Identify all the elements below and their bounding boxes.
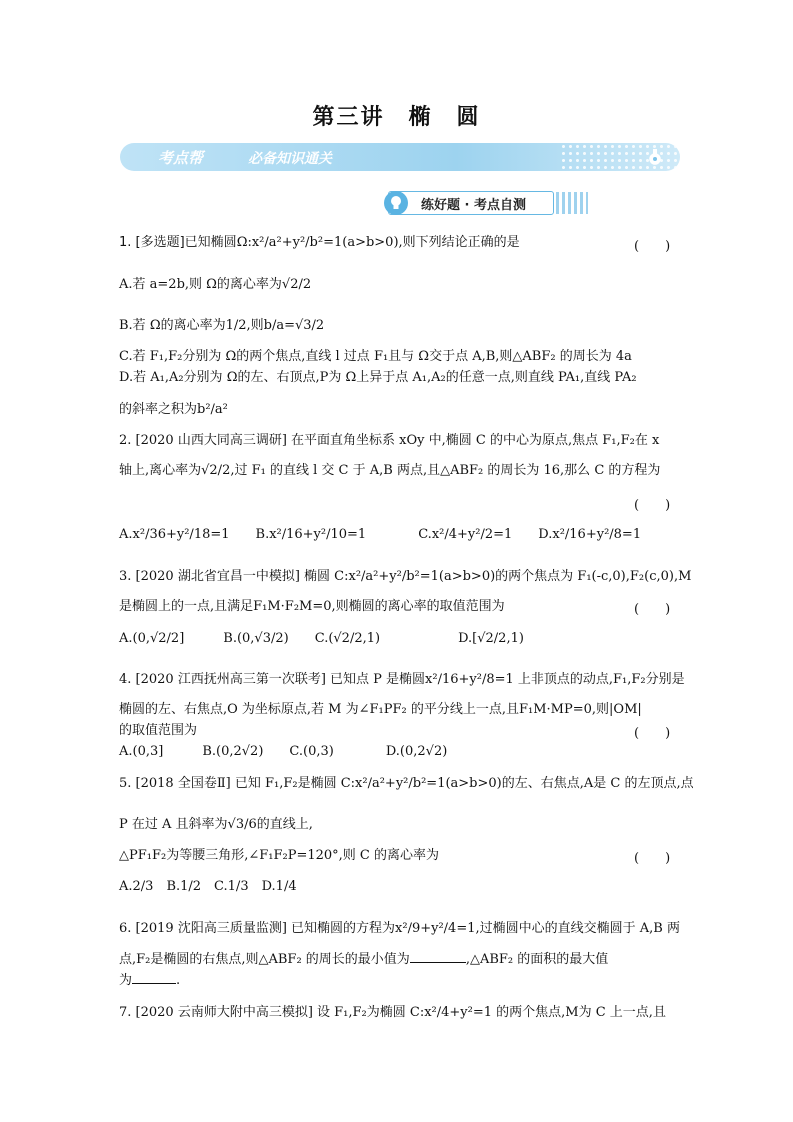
question-3-line2: 是椭圆上的一点,且满足F₁M·F₂M=0,则椭圆的离心率的取值范围为 [119, 599, 505, 614]
answer-paren: ( ) [634, 239, 671, 254]
answer-blank[interactable] [410, 962, 466, 963]
q6-line3-part1: 为 [119, 973, 133, 988]
banner-subtitle: 必备知识通关 [248, 151, 332, 167]
answer-paren: ( ) [634, 602, 671, 617]
tag-stripes [556, 192, 588, 214]
question-2-options: A.x²/36+y²/18=1 B.x²/16+y²/10=1 C.x²/4+y²/2=1 D.x²/16+y²/8=1 [119, 527, 642, 542]
section-tag [388, 191, 554, 215]
question-5-options: A.2/3 B.1/2 C.1/3 D.1/4 [119, 879, 297, 894]
q6-line3-part2: . [176, 973, 181, 988]
q6-line2-part1: 点,F₂是椭圆的右焦点,则△ABF₂ 的周长的最小值为 [119, 952, 410, 967]
banner-label: 考点帮 [158, 149, 204, 167]
question-7-line1: 7. [2020 云南师大附中高三模拟] 设 F₁,F₂为椭圆 C:x²/4+y²=1 的两个焦点,M为 C 上一点,且 [119, 1005, 666, 1020]
section-banner [120, 143, 680, 171]
question-5-line3: △PF₁F₂为等腰三角形,∠F₁F₂P=120°,则 C 的离心率为 [119, 848, 439, 863]
question-6-line3 [119, 971, 679, 991]
q6-line2-part2: ,△ABF₂ 的面积的最大值 [465, 952, 609, 967]
question-2-line2: 轴上,离心率为√2/2,过 F₁ 的直线 l 交 C 于 A,B 两点,且△ABF₂ 的周长为 16,那么 C 的方程为 [119, 463, 661, 478]
question-4-options: A.(0,3] B.(0,2√2) C.(0,3) D.(0,2√2) [119, 744, 448, 759]
q1-stem-text: Ω:x²/a²+y²/b²=1(a>b>0),则下列结论正确的是 [236, 235, 520, 250]
lightbulb-icon [383, 190, 409, 216]
lightbulb-icon [646, 147, 664, 169]
answer-paren: ( ) [634, 498, 671, 513]
q1-option-d-line1: D.若 A₁,A₂分别为 Ω的左、右顶点,P为 Ω上异于点 A₁,A₂的任意一点,则直线 PA₁,直线 PA₂ [119, 370, 637, 385]
question-4-line3: 的取值范围为 [119, 723, 198, 738]
question-3-line1: 3. [2020 湖北省宜昌一中模拟] 椭圆 C:x²/a²+y²/b²=1(a>b>0)的两个焦点为 F₁(-c,0),F₂(c,0),M [119, 569, 692, 584]
page-title: 第三讲 椭 圆 [312, 105, 481, 130]
answer-paren: ( ) [634, 726, 671, 741]
q1-option-b: B.若 Ω的离心率为1/2,则b/a=√3/2 [119, 318, 325, 333]
answer-blank[interactable] [132, 983, 176, 984]
q1-option-d-line2: 的斜率之积为b²/a² [119, 402, 228, 417]
question-5-line2: P 在过 A 且斜率为√3/6的直线上, [119, 817, 313, 832]
question-6-line2 [119, 950, 679, 970]
q1-option-c: C.若 F₁,F₂分别为 Ω的两个焦点,直线 l 过点 F₁且与 Ω交于点 A,B,则△ABF₂ 的周长为 4a [119, 349, 632, 364]
question-5-line1: 5. [2018 全国卷Ⅱ] 已知 F₁,F₂是椭圆 C:x²/a²+y²/b²=1(a>b>0)的左、右焦点,A是 C 的左顶点,点 [119, 776, 694, 791]
question-4-line1: 4. [2020 江西抚州高三第一次联考] 已知点 P 是椭圆x²/16+y²/8=1 上非顶点的动点,F₁,F₂分别是 [119, 672, 685, 687]
question-4-line2: 椭圆的左、右焦点,O 为坐标原点,若 M 为∠F₁PF₂ 的平分线上一点,且F₁M·MP=0,则|OM| [119, 702, 642, 717]
section-tag-label: 练好题 · 考点自测 [421, 198, 526, 213]
question-6-line1: 6. [2019 沈阳高三质量监测] 已知椭圆的方程为x²/9+y²/4=1,过椭圆中心的直线交椭圆于 A,B 两 [119, 921, 680, 936]
q1-option-a: A.若 a=2b,则 Ω的离心率为√2/2 [119, 277, 312, 292]
question-2-line1: 2. [2020 山西大同高三调研] 在平面直角坐标系 xOy 中,椭圆 C 的中心为原点,焦点 F₁,F₂在 x [119, 433, 660, 448]
q1-prefix: 1. [多选题]已知椭圆 [119, 235, 237, 250]
question-1-stem [119, 233, 679, 253]
answer-paren: ( ) [634, 851, 671, 866]
question-3-options: A.(0,√2/2] B.(0,√3/2) C.(√2/2,1) D.[√2/2,1) [119, 631, 524, 646]
